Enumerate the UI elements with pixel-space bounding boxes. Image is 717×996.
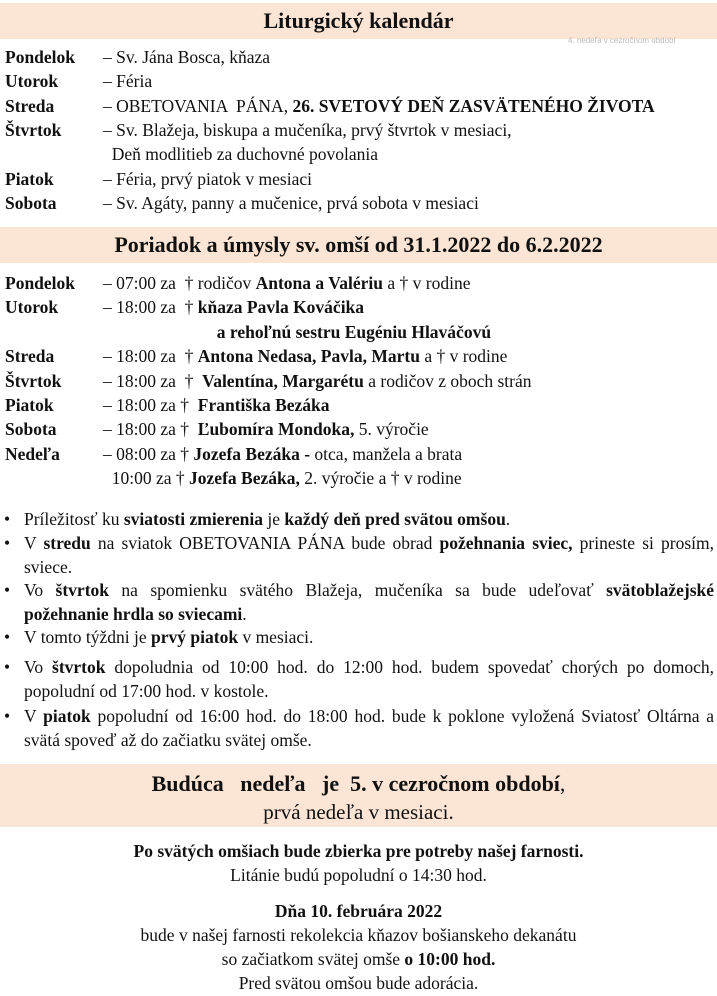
announcement-text [24, 579, 714, 626]
bold-text: Jozefa Bezáka - [193, 443, 311, 464]
calendar-header [0, 3, 717, 39]
day-label: Piatok [5, 395, 54, 415]
day-label: Streda [5, 346, 55, 367]
row-text [103, 393, 330, 417]
announcement-item [4, 656, 714, 703]
bold-text: svätoblažejské požehnanie hrdla so sviecami [24, 580, 714, 624]
text-run: a † v rodine [383, 273, 471, 293]
recollection-date: Dňa 10. februára 2022 [274, 901, 443, 921]
text-run: – 18:00 za † [103, 346, 198, 367]
row-text [103, 45, 270, 69]
bold-text: Antona Nedasa, Pavla, Martu [197, 346, 420, 367]
bold-text: Jozefa Bezáka, [189, 468, 300, 489]
day-label: Sobota [5, 419, 57, 440]
bold-text: sviatosti zmierenia [123, 509, 264, 529]
text-run: 10:00 za † [103, 468, 190, 489]
text-run: na sviatok OBETOVANIA PÁNA bude obrad [90, 533, 440, 553]
next-sunday-title: Budúca nedeľa je 5. v cezročnom období [151, 771, 560, 796]
bold-text: každý deň pred svätou omšou [284, 509, 506, 529]
row-text [103, 191, 479, 215]
announcement-text [24, 532, 714, 579]
text-run: – Sv. Blažeja, biskupa a mučeníka, prvý štvrtok v mesiaci, [103, 119, 512, 140]
text-run: V [24, 533, 44, 553]
bullet-icon: • [4, 657, 11, 677]
faint-note: 4. nedeľa v cezročnom období [568, 36, 676, 45]
masses-header [0, 227, 717, 263]
text-run: V [24, 706, 44, 726]
bold-text: prvý piatok [151, 627, 239, 647]
recollection-start-text: so začiatkom svätej omše [221, 949, 405, 969]
row-text [103, 417, 429, 441]
day-label: Piatok [5, 168, 54, 189]
row-text [103, 167, 312, 191]
text-run: otca, manžela a brata [310, 443, 463, 464]
text-run: – 07:00 za † rodičov [103, 273, 256, 293]
adoration-notice: Pred svätou omšou bude adorácia. [238, 973, 479, 993]
day-label: Štvrtok [5, 370, 62, 391]
text-run: – Féria, prvý piatok v mesiaci [103, 168, 312, 189]
day-label: Streda [5, 95, 55, 116]
text-run [103, 322, 217, 342]
recollection-time: o 10:00 hod. [404, 949, 496, 969]
day-label: Utorok [5, 297, 59, 318]
text-run: a † v rodine [419, 346, 508, 367]
text-run: V tomto týždni je [24, 627, 152, 647]
text-run: Príležitosť ku [24, 509, 124, 529]
announcement-item [4, 705, 714, 752]
announcement-item [4, 626, 714, 650]
text-run: na spomienku svätého Blažeja, mučeníka sa bude udeľovať [109, 580, 607, 600]
text-run: – 18:00 za † [103, 297, 198, 318]
announcement-item [4, 532, 714, 579]
text-run: prineste si prosím, sviece. [24, 533, 714, 577]
collection-notice: Po svätých omšiach bude zbierka pre potreby našej farnosti. [133, 841, 584, 861]
row-text [103, 94, 655, 118]
bold-text: piatok [43, 706, 91, 726]
bullet-icon: • [4, 533, 11, 553]
text-run: Deň modlitieb za duchovné povolania [103, 144, 379, 165]
text-run: je [263, 509, 285, 529]
text-run: 5. výročie [354, 419, 429, 440]
announcement-text [24, 626, 714, 650]
text-run: Vo [24, 657, 53, 677]
bold-text: a rehoľnú sestru Eugéniu Hlaváčovú [216, 321, 492, 342]
text-run: Vo [24, 580, 56, 600]
bullet-icon: • [4, 627, 11, 647]
row-text [103, 142, 378, 166]
bullet-icon: • [4, 580, 11, 600]
text-run: – 18:00 za † [103, 370, 203, 391]
row-text [103, 344, 507, 368]
text-run: – Sv. Agáty, panny a mučenice, prvá sobota v mesiaci [103, 192, 479, 213]
announcement-text [24, 705, 714, 752]
text-run: . [242, 603, 247, 624]
text-run: dopoludnia od 10:00 hod. do 12:00 hod. budem spovedať chorých po domoch, popoludní od 17:00 hod. v kostole. [24, 657, 714, 701]
bold-text: stredu [43, 533, 91, 553]
day-label: Pondelok [5, 273, 76, 293]
announcement-item [4, 508, 714, 532]
row-text [103, 466, 462, 490]
day-label: Nedeľa [5, 443, 60, 464]
bold-text: Valentína, Margarétu [202, 370, 364, 391]
text-run: – OBETOVANIA PÁNA, [103, 95, 293, 116]
text-run: – 18:00 za † [103, 419, 198, 440]
next-sunday-comma: , [559, 771, 566, 796]
next-sunday-subtitle: prvá nedeľa v mesiaci. [263, 800, 454, 824]
bold-text: Antona a Valériu [255, 273, 383, 293]
calendar-title: Liturgický kalendár [263, 8, 454, 33]
bold-text: kňaza Pavla Kováčika [197, 297, 365, 318]
text-run: v mesiaci. [238, 627, 314, 647]
announcement-item [4, 579, 714, 626]
next-sunday-box [0, 764, 717, 827]
row-text [103, 442, 462, 466]
bold-text: Františka Bezáka [197, 395, 330, 415]
row-text [103, 69, 152, 93]
day-label: Štvrtok [5, 119, 62, 140]
bold-text: Ľubomíra Mondoka, [197, 419, 355, 440]
text-run: – 18:00 za † [103, 395, 198, 415]
text-run: popoludní od 16:00 hod. do 18:00 hod. bude k poklone vyložená Sviatosť Oltárna a svätá spoveď až do začiatku svätej omše. [24, 706, 714, 750]
recollection-start [0, 948, 717, 972]
day-label: Pondelok [5, 47, 76, 67]
bold-text: štvrtok [55, 580, 110, 600]
text-run: . [505, 509, 511, 529]
text-run: – Sv. Jána Bosca, kňaza [103, 47, 271, 67]
text-run: – Féria [103, 71, 153, 92]
day-label: Utorok [5, 71, 59, 92]
bold-text: požehnania sviec, [439, 533, 573, 553]
masses-title: Poriadok a úmysly sv. omší od 31.1.2022 do 6.2.2022 [114, 232, 603, 257]
announcement-text [24, 656, 714, 703]
text-run: – 08:00 za † [103, 443, 194, 464]
row-text [103, 118, 512, 142]
bullet-icon: • [4, 706, 11, 726]
row-text [103, 369, 532, 393]
row-text [103, 295, 364, 319]
row-text [103, 271, 470, 295]
text-run: a rodičov z oboch strán [363, 370, 532, 391]
litany-notice: Litánie budú popoludní o 14:30 hod. [230, 865, 487, 885]
row-text [103, 320, 491, 344]
bold-text: štvrtok [52, 657, 106, 677]
text-run: 2. výročie a † v rodine [299, 468, 462, 489]
bold-text: 26. SVETOVÝ DEŇ ZASVÄTENÉHO ŽIVOTA [292, 95, 655, 116]
recollection-line: bude v našej farnosti rekolekcia kňazov bošianskeho dekanátu [140, 925, 577, 945]
announcement-text [24, 508, 714, 532]
bullet-icon: • [4, 509, 11, 529]
day-label: Sobota [5, 192, 57, 213]
